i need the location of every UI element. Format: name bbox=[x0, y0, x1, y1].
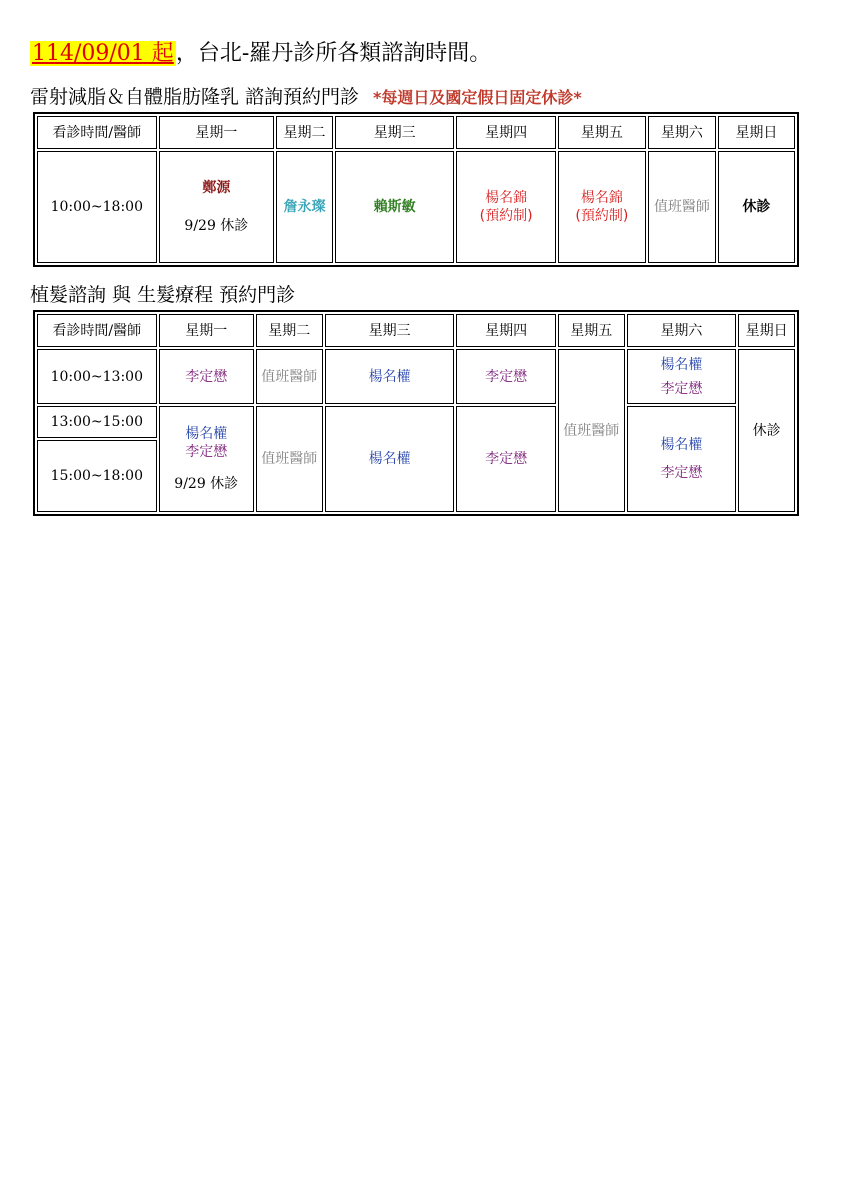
tuesday-cell: 詹永璨 bbox=[276, 151, 333, 263]
header-cell: 星期日 bbox=[738, 314, 795, 347]
thursday-cell: 李定懋 bbox=[456, 349, 555, 404]
friday-cell: 值班醫師 bbox=[558, 349, 625, 512]
closure-note: *每週日及國定假日固定休診* bbox=[373, 88, 582, 107]
thursday-cell bbox=[456, 151, 555, 263]
header-cell: 星期四 bbox=[456, 314, 555, 347]
header-cell: 星期二 bbox=[256, 314, 323, 347]
doctor-name: 楊名權 bbox=[185, 426, 228, 442]
sunday-cell: 休診 bbox=[738, 349, 795, 512]
thursday-cell: 李定懋 bbox=[456, 406, 555, 512]
wednesday-cell: 楊名權 bbox=[325, 349, 455, 404]
table-row bbox=[37, 406, 795, 438]
doctor-name: 楊名錦 bbox=[485, 190, 528, 206]
header-cell: 星期三 bbox=[335, 116, 455, 149]
wednesday-cell: 賴斯敏 bbox=[335, 151, 455, 263]
sunday-cell: 休診 bbox=[718, 151, 795, 263]
header-cell: 星期一 bbox=[159, 314, 254, 347]
doctor-name: 李定懋 bbox=[185, 444, 228, 460]
tuesday-cell: 值班醫師 bbox=[256, 349, 323, 404]
header-cell: 星期四 bbox=[456, 116, 555, 149]
monday-cell: 李定懋 bbox=[159, 349, 254, 404]
time-cell: 10:00~18:00 bbox=[37, 151, 157, 263]
laser-schedule-table bbox=[33, 112, 799, 267]
monday-cell bbox=[159, 151, 275, 263]
header-cell: 星期一 bbox=[159, 116, 275, 149]
header-cell: 星期五 bbox=[558, 116, 646, 149]
closure-date: 9/29 休診 bbox=[184, 218, 249, 234]
closure-date: 9/29 休診 bbox=[174, 476, 239, 492]
tuesday-cell: 值班醫師 bbox=[256, 406, 323, 512]
page-title bbox=[30, 40, 491, 68]
time-cell: 15:00~18:00 bbox=[37, 440, 157, 512]
appointment-note: (預約制) bbox=[479, 208, 533, 224]
doctor-name: 李定懋 bbox=[660, 465, 703, 481]
friday-cell bbox=[558, 151, 646, 263]
header-cell: 星期二 bbox=[276, 116, 333, 149]
section1-heading-row bbox=[30, 84, 582, 111]
section2-heading: 植髮諮詢 與 生髮療程 預約門診 bbox=[30, 284, 296, 306]
table-header-row bbox=[37, 116, 795, 149]
table-header-row bbox=[37, 314, 795, 347]
header-cell: 星期三 bbox=[325, 314, 455, 347]
header-cell: 看診時間/醫師 bbox=[37, 116, 157, 149]
header-cell: 看診時間/醫師 bbox=[37, 314, 157, 347]
header-cell: 星期六 bbox=[648, 116, 716, 149]
saturday-cell bbox=[627, 349, 736, 404]
doctor-name: 楊名權 bbox=[660, 356, 703, 373]
doctor-name: 楊名錦 bbox=[580, 190, 623, 206]
wednesday-cell: 楊名權 bbox=[325, 406, 455, 512]
section1-heading: 雷射減脂＆自體脂肪隆乳 諮詢預約門診 bbox=[30, 86, 360, 108]
saturday-cell bbox=[627, 406, 736, 512]
table-row bbox=[37, 151, 795, 263]
header-cell: 星期日 bbox=[718, 116, 795, 149]
doctor-name: 鄭源 bbox=[202, 180, 231, 196]
title-text: ，台北-羅丹診所各類諮詢時間。 bbox=[175, 41, 492, 66]
header-cell: 星期五 bbox=[558, 314, 625, 347]
time-cell: 10:00~13:00 bbox=[37, 349, 157, 404]
hair-schedule-table bbox=[33, 310, 799, 516]
monday-cell bbox=[159, 406, 254, 512]
table-row bbox=[37, 349, 795, 404]
appointment-note: (預約制) bbox=[575, 208, 629, 224]
saturday-cell: 值班醫師 bbox=[648, 151, 716, 263]
doctor-name: 楊名權 bbox=[660, 437, 703, 453]
header-cell: 星期六 bbox=[627, 314, 736, 347]
effective-date: 114/09/01 起 bbox=[32, 41, 174, 66]
time-cell: 13:00~15:00 bbox=[37, 406, 157, 438]
doctor-name: 李定懋 bbox=[660, 380, 703, 397]
